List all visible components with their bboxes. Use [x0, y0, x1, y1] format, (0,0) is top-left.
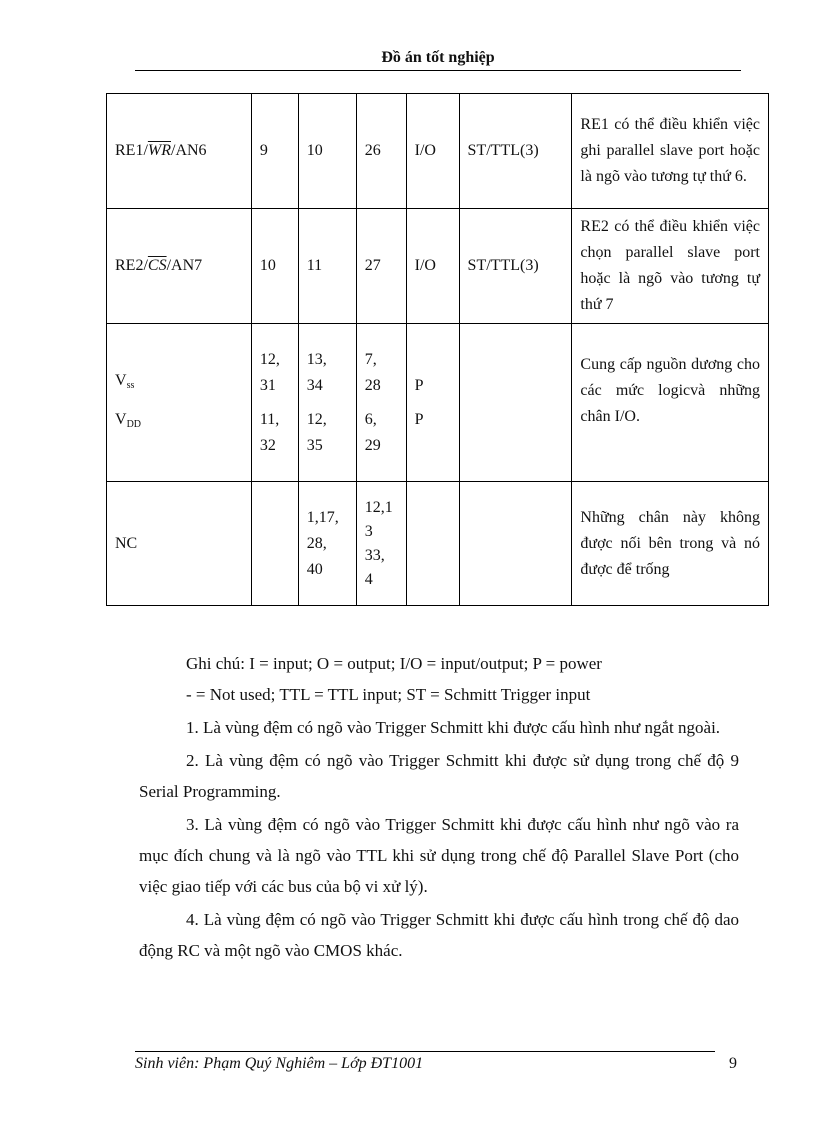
pin-name-cell	[107, 324, 252, 482]
page-number: 9	[729, 1055, 737, 1072]
buffer-type-cell	[459, 324, 572, 482]
plcc-pin-cell: 10	[298, 94, 356, 209]
description-cell: Những chân này không được nối bên trong và nó được để trống	[572, 482, 769, 606]
overline-signal: $\overline{WR}$	[147, 142, 171, 159]
description-cell: Cung cấp nguồn dương cho các mức logicvà những chân I/O.	[572, 324, 769, 482]
pin-name-cell: $RE2/\overline{CS}/AN7$	[107, 209, 252, 324]
io-type-cell: P P	[406, 324, 459, 482]
buffer-type-cell: ST/TTL(3)	[459, 209, 572, 324]
tqfp-pin-cell: 12,1 3 33, 4	[356, 482, 406, 606]
tqfp-pin-cell: 26	[356, 94, 406, 209]
vdd-label: $V_{DD}$	[115, 410, 142, 430]
table-row	[107, 324, 769, 482]
legend-line: Ghi chú: I = input; O = output; I/O = input/output; P = power	[186, 654, 602, 673]
description-cell: RE1 có thể điều khiển việc ghi parallel slave port hoặc là ngõ vào tương tự thứ 6.	[572, 94, 769, 209]
footer-divider	[135, 1051, 715, 1052]
overline-signal: $\overline{CS}$	[147, 257, 167, 274]
tqfp-pin-cell: 27	[356, 209, 406, 324]
tqfp-pin-cell: 7, 28 6, 29	[356, 324, 406, 482]
io-type-cell: I/O	[406, 94, 459, 209]
note-item: 4. Là vùng đệm có ngõ vào Trigger Schmitt khi được cấu hình trong chế độ dao động RC và một ngõ vào CMOS khác.	[139, 910, 739, 960]
plcc-pin-cell: 1,17, 28, 40	[298, 482, 356, 606]
note-item: 1. Là vùng đệm có ngõ vào Trigger Schmitt khi được cấu hình như ngắt ngoài.	[186, 718, 721, 737]
table-row	[107, 482, 769, 606]
plcc-pin-cell: 13, 34 12, 35	[298, 324, 356, 482]
pin-name-cell: $RE1/\overline{WR}/AN6$	[107, 94, 252, 209]
pin-name-cell: NC	[107, 482, 252, 606]
note-item: 3. Là vùng đệm có ngõ vào Trigger Schmitt khi được cấu hình như ngõ vào ra mục đích chung và là ngõ vào TTL khi sử dụng trong chế độ Parallel Slave Port (cho việc giao tiếp với các bus của bộ vi xử lý).	[139, 815, 739, 896]
pin-description-table	[106, 93, 769, 606]
plcc-pin-cell: 11	[298, 209, 356, 324]
table-row	[107, 94, 769, 209]
note-item: 2. Là vùng đệm có ngõ vào Trigger Schmitt khi được sử dụng trong chế độ 9 Serial Programming.	[139, 751, 739, 801]
buffer-type-cell: ST/TTL(3)	[459, 94, 572, 209]
dip-pin-cell: 12, 31 11, 32	[251, 324, 298, 482]
footer-author: Sinh viên: Phạm Quý Nghiêm – Lớp ĐT1001	[135, 1055, 424, 1072]
buffer-type-cell	[459, 482, 572, 606]
notes-section	[139, 648, 739, 966]
dip-pin-cell: 10	[251, 209, 298, 324]
page-header-title: Đồ án tốt nghiệp	[381, 49, 495, 66]
description-cell: RE2 có thể điều khiển việc chọn parallel slave port hoặc là ngõ vào tương tự thứ 7	[572, 209, 769, 324]
vss-label: $V_{ss}$	[115, 371, 135, 391]
header-divider	[135, 70, 741, 71]
dip-pin-cell	[251, 482, 298, 606]
table-row	[107, 209, 769, 324]
legend-line: - = Not used; TTL = TTL input; ST = Schmitt Trigger input	[186, 685, 591, 704]
io-type-cell	[406, 482, 459, 606]
dip-pin-cell: 9	[251, 94, 298, 209]
io-type-cell: I/O	[406, 209, 459, 324]
